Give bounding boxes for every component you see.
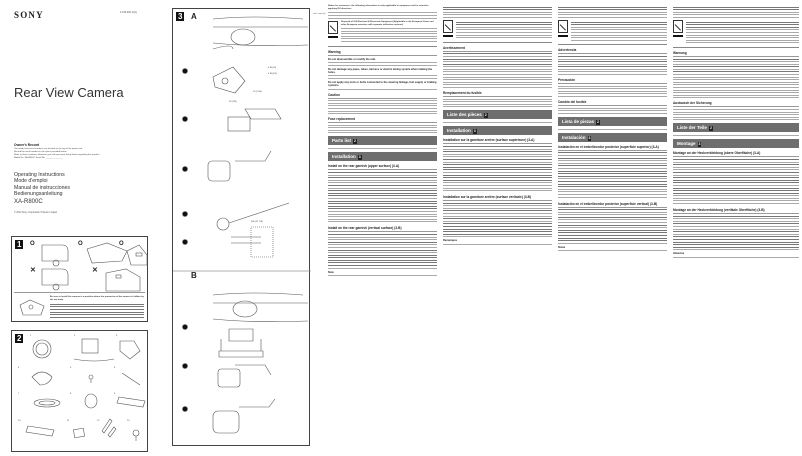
warning-item: Do not apply any tools or bolts connected to the steering linkage, fuel supply or braking systems.: [328, 80, 437, 87]
caution-heading: Precaución: [558, 78, 667, 84]
figure-1-caption: Be sure to install the camera in a position where the protrusion of the camera is hidden by the car body.: [50, 296, 144, 319]
spanish-content: [558, 5, 667, 253]
parts-list-bar: Liste der Teile 2: [673, 123, 799, 132]
part-number: 9: [114, 393, 116, 395]
crossed-bin-icon: [443, 20, 453, 33]
english-panel: [325, 0, 440, 456]
language-es: Manual de instrucciones: [14, 184, 70, 191]
english-content: [328, 5, 437, 278]
part-number: 1: [30, 335, 32, 337]
figure-2-parts-list: [11, 330, 148, 452]
part-number: 2: [74, 335, 76, 337]
fuse-heading: Cambio del fusible: [558, 100, 667, 106]
owners-record-line: Refer to these numbers whenever you call upon your Sony dealer regarding this product.: [14, 154, 100, 156]
warning-heading: Advertencia: [558, 48, 667, 54]
warning-heading: Avertissement: [443, 46, 552, 52]
crossed-bin-icon: [673, 20, 683, 33]
copyright: © 2010 Sony Corporation Printed in Japan: [14, 212, 58, 214]
unit-note: Unit: mm (in): [313, 13, 326, 15]
install-upper-heading: Installation sur la garniture arrière (surface supérieure) (3-A): [443, 138, 552, 144]
part-number: 7: [18, 393, 20, 395]
eu-notice: Notice for customers: the following information is only applicable to equipment sold in countries applying EU directives: [328, 5, 429, 10]
weee-block: [558, 20, 667, 42]
crossed-bin-icon: [558, 20, 568, 33]
install-upper-heading: Instalación en el embellecedor posterior (superficie superior) (3-A): [558, 145, 667, 151]
install-upper-heading: Install on the rear garnish (upper surface) (3-A): [328, 164, 437, 170]
product-title: Rear View Camera: [14, 85, 124, 100]
dimension-label: 300 (11 7/8): [251, 221, 263, 223]
part-number: 13: [127, 420, 130, 422]
part-number: 10: [18, 420, 21, 422]
ok-mark: O: [30, 241, 35, 247]
language-list: [14, 172, 70, 197]
ng-mark: ✕: [30, 267, 36, 274]
install-vertical-heading: Montage an der Heckverkleidung (vertikale Oberfläche) (3-B): [673, 208, 799, 214]
fuse-heading: Fuse replacement: [328, 117, 437, 123]
section-b-label: B: [191, 271, 197, 280]
parts-illustrations: [12, 331, 149, 453]
part-number: 11: [67, 420, 70, 422]
part-number: 5: [70, 367, 72, 369]
section-a-label: A: [191, 12, 197, 21]
part-number: 8: [70, 393, 72, 395]
document-number: 4-159-066-11(1): [120, 11, 138, 14]
figure-2-badge: 2: [17, 334, 22, 343]
installation-illustrations: [173, 9, 311, 447]
warning-heading: Warnung: [673, 51, 799, 57]
cover-panel: [0, 0, 150, 456]
installation-bar: Montage 3: [673, 139, 799, 148]
note-heading: Hinweise: [673, 252, 685, 256]
model-number: XA-R800C: [14, 199, 43, 205]
french-panel: [440, 0, 555, 456]
owners-record-line: Record the serial number in the space provided below.: [14, 151, 67, 153]
spanish-panel: [555, 0, 670, 456]
figure-3: [172, 8, 326, 446]
car-rear-illustrations: [12, 237, 149, 297]
warning-item: Do not disassemble or modify the unit.: [328, 57, 376, 61]
figure-1: [11, 236, 148, 322]
dimension-label: 4 M (15): [268, 67, 277, 69]
divider: [14, 292, 145, 293]
language-en: Operating Instructions: [14, 172, 65, 178]
part-number: 12: [97, 420, 100, 422]
owners-record-heading: Owner's Record: [14, 143, 40, 147]
camera-placement-illustration: [17, 297, 47, 317]
crossed-bin-icon: [328, 21, 338, 34]
weee-block: [673, 20, 799, 45]
weee-block: [443, 20, 552, 40]
parts-list-bar: Parts list 2: [328, 136, 437, 145]
german-content: [673, 5, 799, 260]
fuse-heading: Austausch der Sicherung: [673, 101, 799, 107]
note-heading: Remarques: [443, 239, 458, 243]
sony-logo: SONY: [14, 10, 44, 20]
figure-3-badge: 3: [178, 12, 183, 21]
parts-list-bar: Lista de piezas 2: [558, 117, 667, 126]
owners-record-line: The model and serial numbers are located on the top of the power unit.: [14, 148, 83, 150]
fuse-heading: Remplacement du fusible: [443, 91, 552, 97]
install-vertical-heading: Install on the rear garnish (vertical surface) (3-B): [328, 226, 437, 232]
installation-bar: Installation 3: [443, 126, 552, 135]
part-number: 3: [116, 335, 118, 337]
disposal-heading: Disposal of Old Electrical & Electronic Equipment (Applicable in the European Union and other European countries with separate collection systems): [341, 20, 434, 26]
german-panel: [670, 0, 802, 456]
warning-item: Do not damage any pipes, tubes, harness or electric wiring system when making the holes.: [328, 67, 433, 74]
french-content: [443, 5, 552, 247]
dimension-label: 20 (7/8): [229, 101, 237, 103]
ok-mark: O: [78, 241, 83, 247]
parts-list-bar: Liste des pièces 2: [443, 110, 552, 119]
figure-1-badge: 1: [17, 240, 22, 249]
warning-heading: Warning: [328, 50, 437, 56]
install-vertical-heading: Installation sur la garniture arrière (surface verticale) (3-B): [443, 195, 552, 201]
note-heading: Note: [328, 270, 334, 274]
weee-block: [328, 21, 437, 44]
ng-mark: ✕: [92, 267, 98, 274]
note-heading: Notas: [558, 245, 566, 249]
dimension-label: 4 M (1/4): [268, 73, 277, 75]
dimension-label: 10 (7/16): [253, 91, 262, 93]
owners-record-line: Model No. XA-R800C Serial No. ______________: [14, 157, 63, 159]
part-number: 4: [18, 367, 20, 369]
part-number: 6: [114, 367, 116, 369]
owners-record: [14, 143, 144, 160]
language-fr: Mode d'emploi: [14, 178, 48, 185]
install-upper-heading: Montage an der Heckverkleidung (obere Oberfläche) (3-A): [673, 151, 799, 157]
figure-3-panel: [150, 0, 325, 456]
install-vertical-heading: Instalación en el embellecedor posterior (superficie vertical) (3-B): [558, 202, 667, 208]
language-de: Bedienungsanleitung: [14, 190, 63, 197]
installation-bar: Instalación 3: [558, 133, 667, 142]
ok-mark: O: [119, 241, 124, 247]
installation-bar: Installation 3: [328, 152, 437, 161]
caution-heading: Caution: [328, 93, 437, 99]
